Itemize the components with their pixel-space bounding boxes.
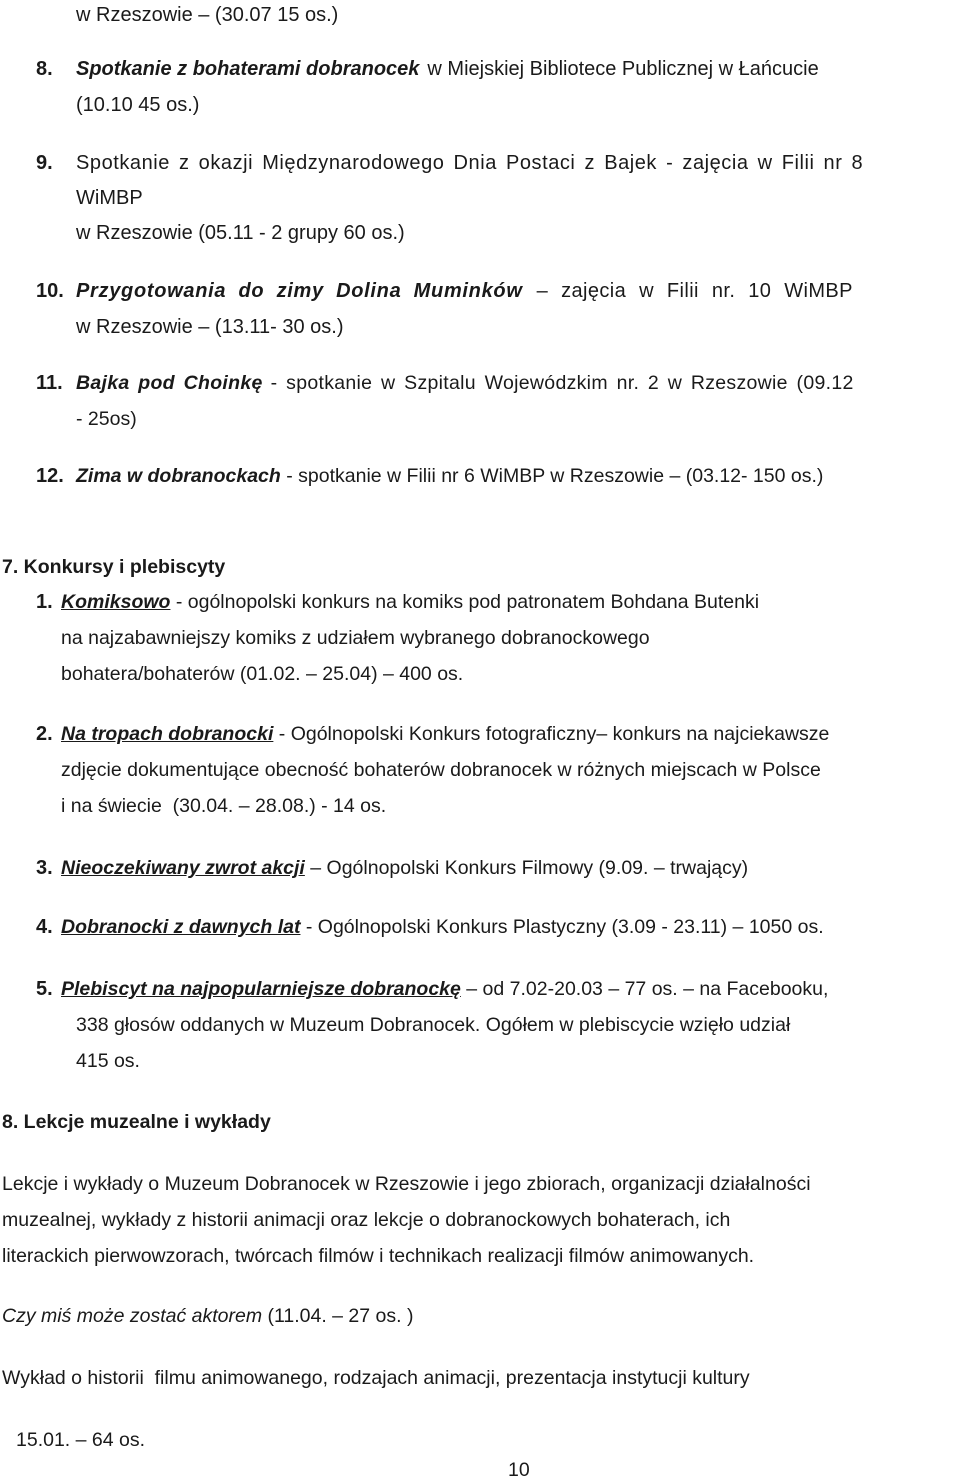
item-text: - ogólnopolski konkurs na komiks pod patronatem Bohdana Butenki [170, 591, 760, 613]
item-text: - spotkanie w Szpitalu Wojewódzkim nr. 2 w Rzeszowie (09.12 [270, 372, 854, 394]
item-text: - spotkanie w Filii nr 6 WiMBP w Rzeszowie – (03.12- 150 os.) [280, 465, 824, 487]
section-heading: 7. Konkursy i plebiscyty [2, 556, 226, 578]
text-line: w Rzeszowie – (30.07 15 os.) [76, 4, 339, 26]
list-item-cont: i na świecie (30.04. – 28.08.) - 14 os. [61, 795, 387, 817]
list-number: 3. [36, 857, 53, 879]
list-item [61, 590, 759, 614]
list-number: 12. [36, 465, 64, 487]
item-title: Przygotowania do zimy Dolina Muminków [76, 280, 523, 302]
item-title: Komiksowo [61, 591, 171, 613]
item-text: w Miejskiej Bibliotece Publicznej w Łańcucie [427, 58, 819, 80]
list-number: 9. [36, 152, 53, 174]
item-title: Spotkanie z bohaterami dobranocek [76, 58, 420, 80]
list-item-cont: w Rzeszowie (05.11 - 2 grupy 60 os.) [76, 222, 405, 244]
section-heading: 8. Lekcje muzealne i wykłady [2, 1111, 271, 1133]
item-text: - Ogólnopolski Konkurs Plastyczny (3.09 - 23.11) – 1050 os. [300, 916, 824, 938]
list-item-cont: zdjęcie dokumentujące obecność bohaterów dobranocek w różnych miejscach w Polsce [61, 759, 821, 781]
list-item [76, 279, 960, 303]
page-number: 10 [508, 1459, 530, 1481]
list-number: 2. [36, 723, 53, 745]
paragraph-line: Lekcje i wykłady o Muzeum Dobranocek w Rzeszowie i jego zbiorach, organizacji działalności [2, 1173, 811, 1195]
list-number: 11. [36, 372, 63, 394]
list-number: 4. [36, 916, 53, 938]
item-title: Dobranocki z dawnych lat [61, 916, 301, 938]
list-item: Spotkanie z okazji Międzynarodowego Dnia Postaci z Bajek - zajęcia w Filii nr 8 [76, 152, 864, 174]
item-title: Na tropach dobranocki [61, 723, 274, 745]
list-item [76, 464, 823, 488]
paragraph-line: literackich pierwowzorach, twórcach filmów i technikach realizacji filmów animowanych. [2, 1245, 755, 1267]
lecture-date: 15.01. – 64 os. [16, 1429, 146, 1451]
list-item [76, 57, 922, 81]
list-number: 10. [36, 280, 64, 302]
list-item [61, 977, 828, 1001]
item-title: Nieoczekiwany zwrot akcji [61, 857, 305, 879]
item-text: – zajęcia w Filii nr. 10 WiMBP [536, 280, 853, 302]
lecture-line: Wykład o historii filmu animowanego, rodzajach animacji, prezentacja instytucji kultury [2, 1367, 750, 1389]
list-item-cont: - 25os) [76, 408, 137, 430]
item-title: Bajka pod Choinkę [76, 372, 263, 394]
item-title: Zima w dobranockach [76, 465, 281, 487]
list-number: 5. [36, 978, 53, 1000]
event-text: (11.04. – 27 os. ) [262, 1305, 414, 1327]
item-text: - Ogólnopolski Konkurs fotograficzny– konkurs na najciekawsze [273, 723, 830, 745]
item-text: – Ogólnopolski Konkurs Filmowy (9.09. – trwający) [304, 857, 749, 879]
list-item-cont: na najzabawniejszy komiks z udziałem wybranego dobranockowego [61, 627, 650, 649]
list-item-cont: 338 głosów oddanych w Muzeum Dobranocek. Ogółem w plebiscycie wzięło udział [76, 1014, 791, 1036]
list-item [61, 722, 829, 746]
item-text: – od 7.02-20.03 – 77 os. – na Facebooku, [460, 978, 829, 1000]
paragraph-line: muzealnej, wykłady z historii animacji oraz lekcje o dobranockowych bohaterach, ich [2, 1209, 731, 1231]
list-item-cont: WiMBP [76, 187, 143, 209]
list-item [61, 856, 748, 880]
list-item-cont: bohatera/bohaterów (01.02. – 25.04) – 400 os. [61, 663, 464, 685]
list-item-cont: (10.10 45 os.) [76, 94, 200, 116]
list-item [76, 371, 854, 395]
list-item [61, 915, 824, 939]
list-item-cont: w Rzeszowie – (13.11- 30 os.) [76, 316, 344, 338]
list-number: 8. [36, 58, 53, 80]
event-title: Czy miś może zostać aktorem [2, 1305, 263, 1327]
item-title: Plebiscyt na najpopularniejsze dobranockę [61, 978, 461, 1000]
list-number: 1. [36, 591, 53, 613]
list-item-cont: 415 os. [76, 1050, 140, 1072]
event-line [2, 1304, 413, 1328]
